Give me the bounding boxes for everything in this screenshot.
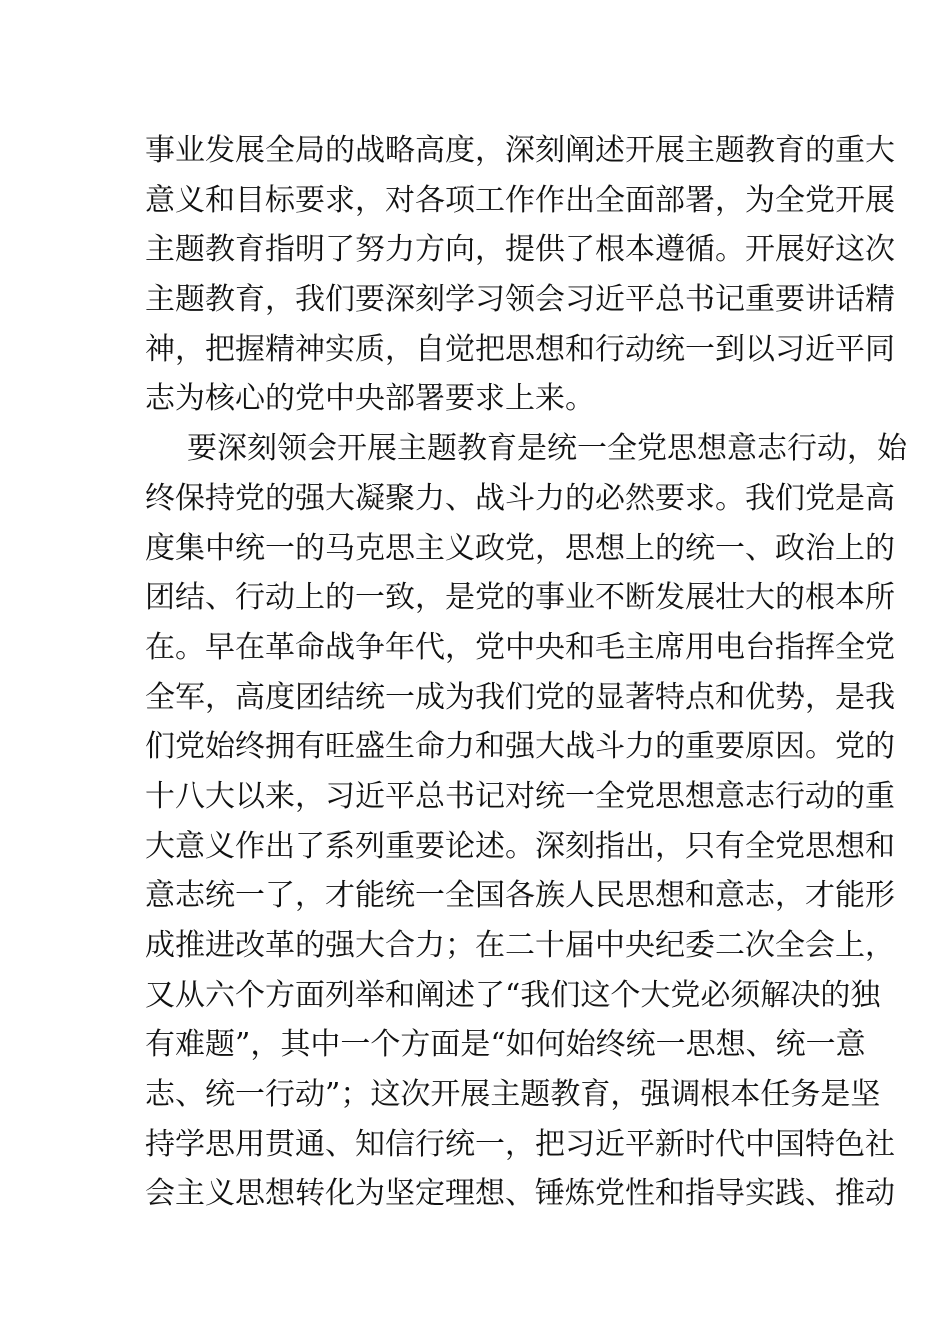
text-line: 们党始终拥有旺盛生命力和强大战斗力的重要原因。党的: [145, 729, 895, 765]
text-line: 成推进改革的强大合力；在二十届中央纪委二次全会上，: [145, 928, 895, 963]
text-line: 意义和目标要求，对各项工作作出全面部署，为全党开展: [145, 182, 895, 218]
text-line: 主题教育指明了努力方向，提供了根本遵循。开展好这次: [145, 232, 895, 268]
text-line: 全军，高度团结统一成为我们党的显著特点和优势，是我: [145, 679, 895, 715]
paragraph-first-line: 要深刻领会开展主题教育是统一全党思想意志行动，始: [187, 431, 907, 467]
text-line: 有难题”，其中一个方面是“如何始终统一思想、统一意: [145, 1027, 866, 1063]
text-line: 神，把握精神实质，自觉把思想和行动统一到以习近平同: [145, 331, 895, 367]
text-line: 志、统一行动”；这次开展主题教育，强调根本任务是坚: [145, 1077, 881, 1113]
text-line: 在。早在革命战争年代，党中央和毛主席用电台指挥全党: [145, 629, 895, 665]
body-text: [145, 126, 907, 1219]
text-line: 终保持党的强大凝聚力、战斗力的必然要求。我们党是高: [145, 480, 895, 516]
text-line: 团结、行动上的一致，是党的事业不断发展壮大的根本所: [145, 580, 895, 616]
text-line: 意志统一了，才能统一全国各族人民思想和意志，才能形: [145, 878, 895, 914]
text-line: 志为核心的党中央部署要求上来。: [145, 381, 595, 417]
text-line: 大意义作出了系列重要论述。深刻指出，只有全党思想和: [145, 828, 895, 864]
text-line: 主题教育，我们要深刻学习领会习近平总书记重要讲话精: [145, 282, 895, 318]
text-line: 十八大以来，习近平总书记对统一全党思想意志行动的重: [145, 778, 895, 814]
text-line: 事业发展全局的战略高度，深刻阐述开展主题教育的重大: [145, 133, 895, 168]
text-line: 又从六个方面列举和阐述了“我们这个大党必须解决的独: [145, 977, 881, 1013]
text-line: 度集中统一的马克思主义政党，思想上的统一、政治上的: [145, 530, 895, 566]
text-line: 持学思用贯通、知信行统一，把习近平新时代中国特色社: [145, 1126, 895, 1162]
text-line: 会主义思想转化为坚定理想、锤炼党性和指导实践、推动: [145, 1176, 895, 1212]
